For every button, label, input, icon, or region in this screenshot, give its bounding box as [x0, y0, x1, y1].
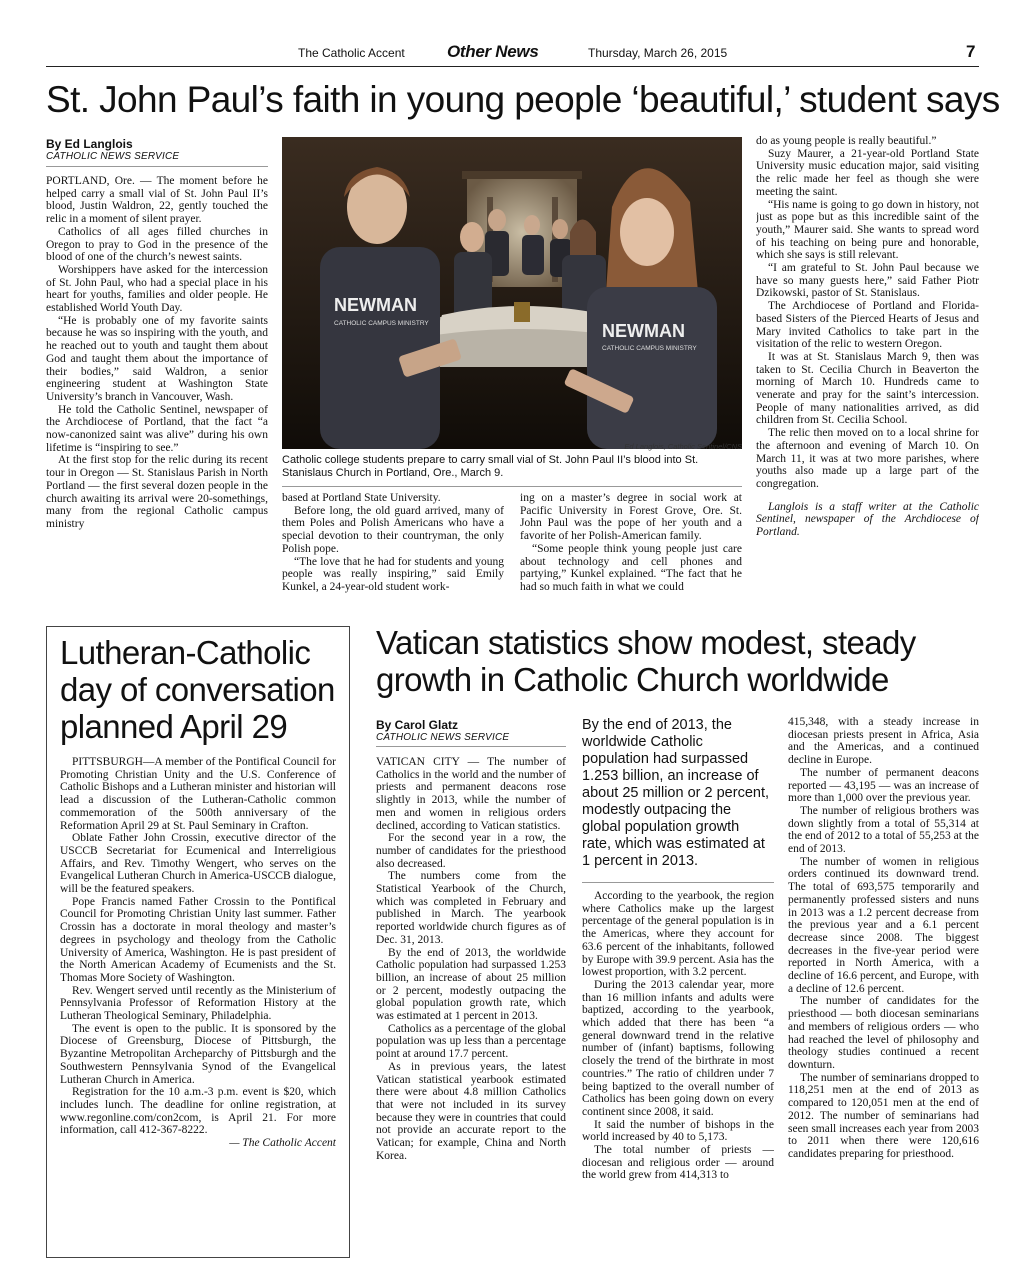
- story2-headline: Lutheran-Catholic day of conversation planned April 29: [60, 634, 335, 745]
- story1-paragraph: At the first stop for the relic during its recent tour in Oregon — St. Stanislaus Parish in North Portland — the first several dozen people in the church awaiting its arrival were 20-somethings, many from the regional Catholic campus ministry: [46, 454, 268, 530]
- story1-paragraph: Before long, the old guard arrived, many of them Poles and Polish Americans who have a special devotion to their countryman, the only Polish pope.: [282, 504, 504, 555]
- story3-headline: Vatican statistics show modest, steady growth in Catholic Church worldwide: [376, 624, 916, 698]
- story3-byline-rule: [376, 746, 566, 747]
- story2-paragraph: Oblate Father John Crossin, executive director of the USCCB Secretariat for Ecumenical and Interreligious Affairs, and Rev. Timothy Wengert, who serves on the Evangelical Lutheran Church in America-USCCB dialogue, will be the featured speakers.: [60, 832, 336, 896]
- story1-paragraph: Catholics of all ages filled churches in Oregon to pray to God in the presence of the blood of one of the church’s newest saints.: [46, 225, 268, 264]
- story1-paragraph: “He is probably one of my favorite saints because he was so inspiring with the youth, and he reached out to youth and taught them about God and taught them about the importance of their bodies,” said Waldron, a senior engineering student at Washington State University’s branch in Vancouver, Wash.: [46, 314, 268, 403]
- story1-paragraph: do as young people is really beautiful.”: [756, 135, 937, 147]
- story2-body: [60, 756, 336, 1251]
- shirt-text-left: NEWMAN: [334, 295, 417, 315]
- story1-paragraph: based at Portland State University.: [282, 492, 441, 504]
- story1-byline-block: [46, 137, 268, 163]
- story3-paragraph: The number of women in religious orders continued its downward trend. The total of 693,575 temporarily and permanently professed sisters and nuns in 2013 was a 1.2 percent decrease from the previous year and a 6.1 percent decrease since 2008. The biggest decreases in the five-year period were reported in North America, with a decline of 16.6 percent, and Europe, with a decline of 12.6 percent.: [788, 855, 979, 995]
- story1-paragraph: PORTLAND, Ore. — The moment before he helped carry a small vial of St. John Paul II’s blood, Justin Waldron, 22, gently touched the relic in a moment of silent prayer.: [46, 175, 268, 226]
- story3-paragraph: VATICAN CITY — The number of Catholics in the world and the number of priests and permanent deacons rose slightly in 2013, while the number of men and women in religious orders declined, according to Vatican statistics.: [376, 756, 566, 832]
- story1-paragraph: “His name is going to go down in history, not just as pope but as this incredible saint of the youth,” Maurer said. She wants to spread word of his teaching on being pure and honorable, which she says is still relevant.: [756, 198, 979, 262]
- photo-illustration: [282, 137, 742, 449]
- issue-date: Thursday, March 26, 2015: [588, 46, 728, 60]
- story1-column-3: [520, 492, 742, 600]
- story2-paragraph: The event is open to the public. It is sponsored by the Diocese of Greensburg, Diocese of Pittsburgh, the Byzantine Metropolitan Archeparchy of Pittsburgh and the Southwestern Pennsylvania Synod of the Evangelical Lutheran Church in America.: [60, 1022, 336, 1086]
- story1-headline: St. John Paul’s faith in young people ‘beautiful,’ student says: [46, 79, 1000, 120]
- story1-column-1: [46, 175, 268, 600]
- story1-paragraph: “I am grateful to St. John Paul because we have so many guests here,” said Father Piotr Dzikowski, pastor of St. Stanislaus.: [756, 262, 979, 300]
- story3-paragraph: The number of candidates for the priesthood — both diocesan seminarians and members of religious orders — who had reached the level of philosophy and theology studies continued a recent downturn.: [788, 995, 979, 1071]
- story3-column-1: [376, 756, 566, 1256]
- pullquote-rule: [582, 882, 774, 883]
- story1-byline-rule: [46, 166, 268, 167]
- story1-paragraph: “Some people think young people just care about technology and cell phones and partying,” Kunkel explained. “The fact that he had so much faith in what we could: [520, 542, 742, 593]
- story1-paragraph: He told the Catholic Sentinel, newspaper of the Archdiocese of Portland, that the fact “a now-canonized saint was alive” during his own lifetime is “inspiring to see.”: [46, 403, 268, 454]
- story2-signoff: — The Catholic Accent: [229, 1137, 336, 1150]
- story3-paragraph: 415,348, with a steady increase in diocesan priests present in Africa, Asia and the Americas, and a continued decline in Europe.: [788, 716, 979, 767]
- story3-pullquote: By the end of 2013, the worldwide Catholic population had surpassed 1.253 billion, an increase of about 25 million or 2 percent, modestly outpacing the global population growth rate, which was estimated at 1 percent in 2013.: [582, 717, 769, 869]
- shirt-text-right: NEWMAN: [602, 321, 685, 341]
- publication-name: The Catholic Accent: [298, 46, 405, 60]
- story1-tagline: Langlois is a staff writer at the Catholic Sentinel, newspaper of the Archdiocese of Portland.: [756, 500, 979, 539]
- story3-column-3: [788, 716, 979, 1256]
- story2-paragraph: PITTSBURGH—A member of the Pontifical Council for Promoting Christian Unity and the U.S. Conference of Catholic Bishops and a Lutheran minister and historian will lead a discussion of the Lutheran-Catholic common commemoration of the 500th anniversary of the Reformation April 29 at St. Paul Seminary in Crafton.: [60, 756, 336, 832]
- caption-rule: [282, 486, 742, 487]
- story3-paragraph: The number of permanent deacons reported — 43,195 — was an increase of more than 1,000 over the previous year.: [788, 766, 979, 805]
- page-number: 7: [966, 42, 976, 61]
- story3-byline: By Carol Glatz: [376, 718, 459, 732]
- story3-paragraph: The numbers come from the Statistical Yearbook of the Church, which was completed in February and published in March. The yearbook reported worldwide church figures as of Dec. 31, 2013.: [376, 870, 566, 946]
- story1-service: CATHOLIC NEWS SERVICE: [46, 151, 180, 162]
- story2-paragraph: Pope Francis named Father Crossin to the Pontifical Council for Promoting Christian Unity last summer. Father Crossin has a doctorate in moral theology and master’s degrees in psychology and theology from the Catholic University of America, Washington. He is past president of the North American Academy of Ecumenists and the St. Thomas More Society of Washington.: [60, 895, 336, 984]
- story3-byline-block: [376, 718, 566, 744]
- story3-paragraph: For the second year in a row, the number of candidates for the priesthood also decreased.: [376, 832, 566, 870]
- story1-byline: By Ed Langlois: [46, 137, 133, 151]
- photo-caption: Catholic college students prepare to carry small vial of St. John Paul II’s blood into St. Stanislaus Church in Portland, Ore., March 9.: [282, 454, 699, 479]
- story1-paragraph: It was at St. Stanislaus March 9, then was taken to St. Cecilia Church in Beaverton the morning of March 10. Hundreds came to venerate and pray for the saint’s intercession. People of many nationalities arrived, as did children from St. Cecilia School.: [756, 350, 979, 427]
- story3-service: CATHOLIC NEWS SERVICE: [376, 732, 510, 743]
- story2-paragraph: Registration for the 10 a.m.-3 p.m. event is $20, which includes lunch. The deadline for online registration, at www.regonline.com/con2com, is April 21. For more information, call 412-367-8222.: [60, 1086, 336, 1137]
- story2-paragraph: Rev. Wengert served until recently as the Ministerium of Pennsylvania Professor of Reformation History at the Lutheran Theological Seminary, Philadelphia.: [60, 984, 336, 1023]
- story3-paragraph: The number of seminarians dropped to 118,251 men at the end of 2013 as compared to 120,051 men at the end of 2012. The number of seminarians had seen small increases each year from 2003 to 2011 when there were 120,616 candidates preparing for priesthood.: [788, 1071, 979, 1160]
- shirt-subtext-left: CATHOLIC CAMPUS MINISTRY: [334, 320, 429, 327]
- story3-paragraph: The total number of priests — diocesan and religious order — around the world grew from 414,313 to: [582, 1144, 774, 1182]
- story1-paragraph: Worshippers have asked for the intercession of St. John Paul, who had a special place in his heart for youths, families and older people. He established World Youth Day.: [46, 263, 268, 315]
- story3-column-2: [582, 890, 774, 1256]
- story1-paragraph: ing on a master’s degree in social work at Pacific University in Forest Grove, Ore. St. John Paul was the pope of her youth and a favorite of her Polish-American family.: [520, 492, 742, 543]
- story1-column-4: [756, 135, 979, 605]
- photo-credit: Ed Langlois, Catholic Sentinel/CNS: [624, 442, 742, 451]
- story1-photo: [282, 137, 742, 449]
- story1-column-2: [282, 492, 504, 600]
- story1-paragraph: The Archdiocese of Portland and Florida-based Sisters of the Pierced Hearts of Jesus and Mary invited Catholics to take part in the visitation of the relic to western Oregon.: [756, 300, 979, 351]
- story3-paragraph: During the 2013 calendar year, more than 16 million infants and adults were baptized, according to the yearbook, which added that there has been “a general downward trend in the relative number of (infant) baptisms, following closely the trend of the birthrate in most countries.” The ratio of children under 7 being baptized to the overall number of Catholics has been going down on every continent since 2008, it said.: [582, 978, 774, 1118]
- story1-paragraph: Suzy Maurer, a 21-year-old Portland State University music education major, said visiting the relic made her feel as though she were meeting the saint.: [756, 147, 979, 198]
- header-rule: [46, 66, 979, 67]
- story3-paragraph: The number of religious brothers was down slightly from a total of 55,314 at the end of 2012 to a total of 55,253 at the end of 2013.: [788, 804, 979, 856]
- story1-paragraph: “The love that he had for students and young people was really inspiring,” said Emily Kunkel, a 24-year-old student work-: [282, 555, 504, 593]
- story3-paragraph: It said the number of bishops in the world increased by 40 to 5,173.: [582, 1118, 774, 1144]
- story3-paragraph: As in previous years, the latest Vatican statistical yearbook estimated there were about 4.8 million Catholics that were not included in its survey because they were in countries that could not provide an accurate report to the Vatican; for example, China and North Korea.: [376, 1060, 566, 1162]
- story1-paragraph: The relic then moved on to a local shrine for the afternoon and evening of March 10. On March 11, it was at two more parishes, where youths also made up a large part of the congregation.: [756, 427, 979, 490]
- story3-paragraph: By the end of 2013, the worldwide Catholic population had surpassed 1.253 billion, an increase of about 25 million or 2 percent, modestly outpacing the global population growth rate, which was estimated at 1 percent in 2013.: [376, 946, 566, 1023]
- story3-paragraph: According to the yearbook, the region where Catholics make up the largest percentage of the general population is in the Americas, where they account for 63.6 percent of the inhabitants, followed by Europe with 39.9 percent. Asia has the lowest proportion, with 3.2 percent.: [582, 890, 774, 979]
- story3-paragraph: Catholics as a percentage of the global population was up less than a percentage point at around 17.7 percent.: [376, 1022, 566, 1061]
- shirt-subtext-right: CATHOLIC CAMPUS MINISTRY: [602, 345, 697, 352]
- section-name: Other News: [447, 42, 539, 61]
